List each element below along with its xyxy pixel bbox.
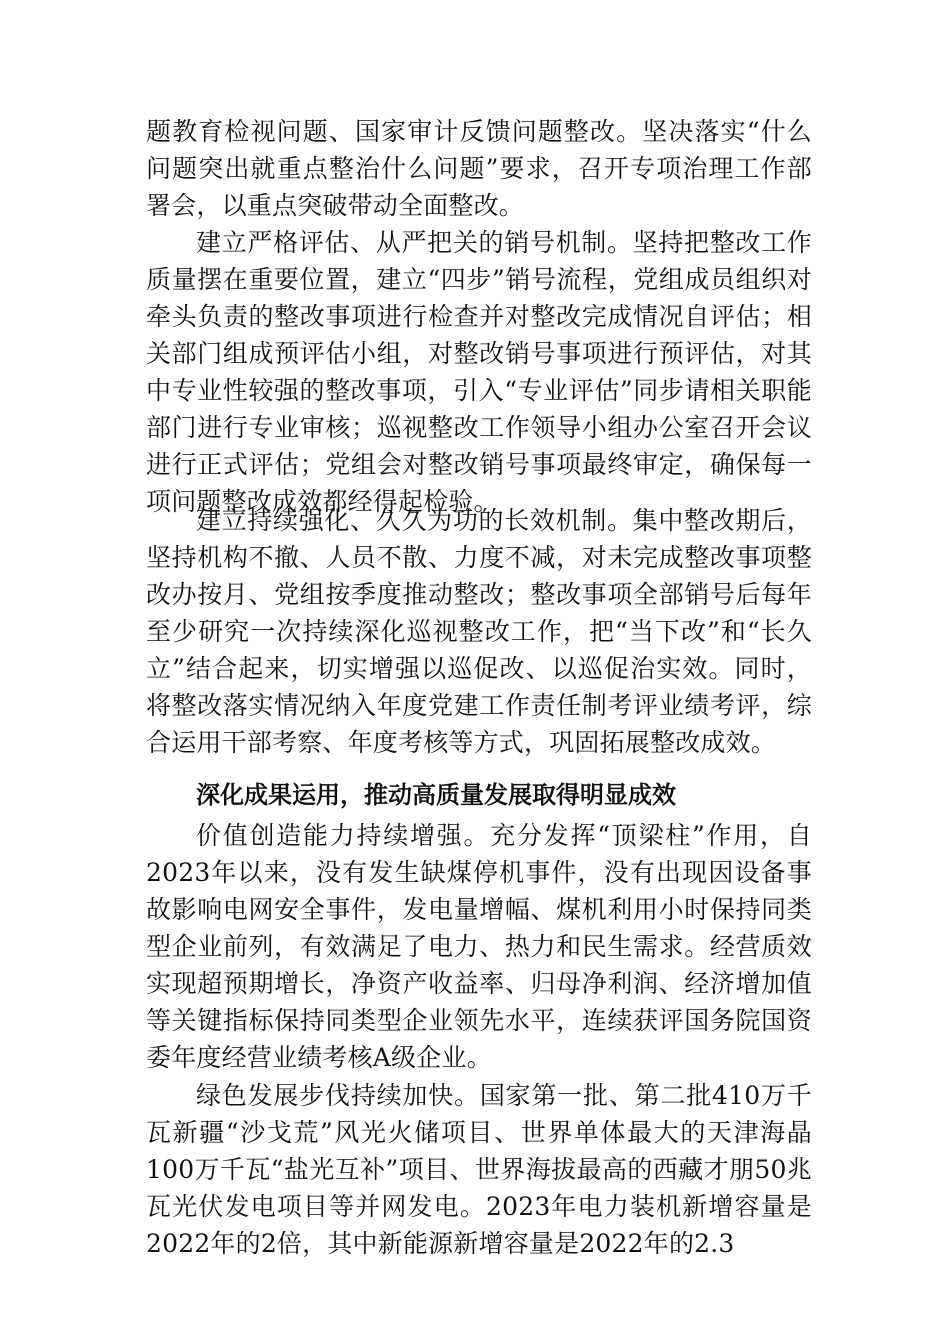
paragraph-green-development: 绿色发展步伐持续加快。国家第一批、第二批410万千瓦新疆“沙戈荒”风光火储项目、世界单体最大的天津海晶100万千瓦“盐光互补”项目、世界海拔最高的西藏才朋50兆瓦光伏发电项目等并网发电。2023年电力装机新增容量是2022年的2倍，其中新能源新增容量是2022年的2.3 (146, 1081, 812, 1258)
paragraph-long-term-mechanism: 建立持续强化、久久为功的长效机制。集中整改期后，坚持机构不撤、人员不散、力度不减，对未完成整改事项整改办按月、党组按季度推动整改；整改事项全部销号后每年至少研究一次持续深化巡视整改工作，把“当下改”和“长久立”结合起来，切实增强以巡促改、以巡促治实效。同时，将整改落实情况纳入年度党建工作责任制考评业绩考评，综合运用干部考察、年度考核等方式，巩固拓展整改成效。 (146, 506, 812, 757)
section-heading: 深化成果运用，推动高质量发展取得明显成效 (196, 781, 676, 809)
paragraph-value-creation: 价值创造能力持续增强。充分发挥“顶梁柱”作用，自2023年以来，没有发生缺煤停机事件，没有出现因设备事故影响电网安全事件，发电量增幅、煤机利用小时保持同类型企业前列，有效满足了电力、热力和民生需求。经营质效实现超预期增长，净资产收益率、归母净利润、经济增加值等关键指标保持同类型企业领先水平，连续获评国务院国资委年度经营业绩考核A级企业。 (146, 821, 812, 1072)
paragraph-rectification-scope: 题教育检视问题、国家审计反馈问题整改。坚决落实“什么问题突出就重点整治什么问题”要求，召开专项治理工作部署会，以重点突破带动全面整改。 (146, 117, 812, 220)
paragraph-cancellation-mechanism: 建立严格评估、从严把关的销号机制。坚持把整改工作质量摆在重要位置，建立“四步”销号流程，党组成员组织对牵头负责的整改事项进行检查并对整改完成情况自评估；相关部门组成预评估小组，对整改销号事项进行预评估，对其中专业性较强的整改事项，引入“专业评估”同步请相关职能部门进行专业审核；巡视整改工作领导小组办公室召开会议进行正式评估；党组会对整改销号事项最终审定，确保每一项问题整改成效都经得起检验。 (146, 228, 812, 516)
